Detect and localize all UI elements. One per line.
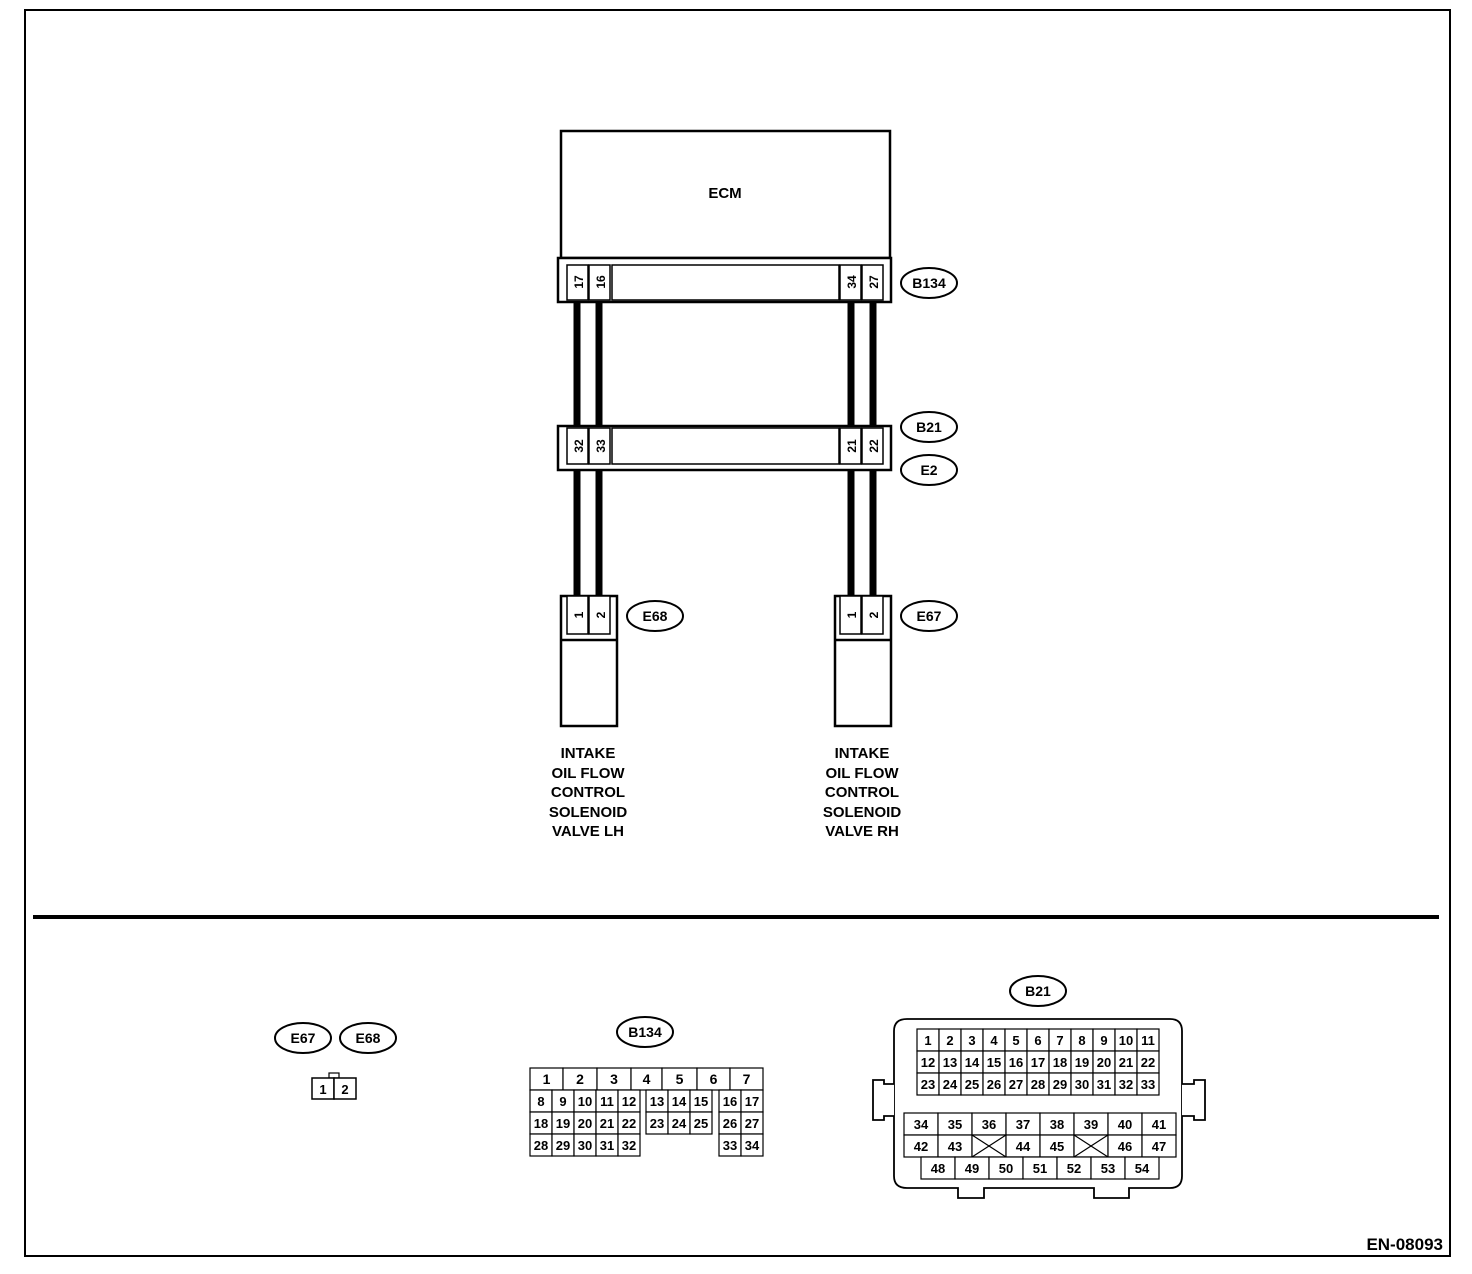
- b21-pin-number: 19: [1074, 1055, 1090, 1070]
- b21-pin-number: 45: [1049, 1139, 1065, 1154]
- valve-rh-caption: [823, 745, 902, 840]
- b21-pin-number: 26: [986, 1077, 1002, 1092]
- b21-pin-number: 43: [947, 1139, 963, 1154]
- b21-pin-number: 48: [930, 1161, 946, 1176]
- b134-pin-label: 17: [572, 275, 586, 289]
- connector-e2-tag: [901, 455, 957, 485]
- svg-text:SOLENOID: SOLENOID: [822, 804, 902, 821]
- svg-text:E2: E2: [920, 462, 938, 478]
- b21-pin-number: 6: [1034, 1033, 1042, 1048]
- b134-pin-number: 20: [577, 1116, 593, 1131]
- b21-view-label: B21: [1025, 983, 1051, 999]
- e67-e68-pin-number: 2: [341, 1082, 349, 1097]
- connector-b21-e2-strip: [558, 426, 891, 470]
- b21-pin-number: 10: [1118, 1033, 1134, 1048]
- b134-pin-number: 17: [744, 1094, 760, 1109]
- b21-pin-number: 25: [964, 1077, 980, 1092]
- b21-pin-number: 27: [1008, 1077, 1024, 1092]
- connector-b134-strip: [558, 258, 891, 302]
- e67-e68-pin-number: 1: [319, 1082, 327, 1097]
- b21-latch-right: [1182, 1080, 1205, 1120]
- connector-b134-tag: [901, 268, 957, 298]
- b134-pin-number: 21: [599, 1116, 615, 1131]
- e67-pin-label: 1: [845, 611, 859, 619]
- svg-text:OIL FLOW: OIL FLOW: [825, 765, 899, 782]
- b134-pin-number: 7: [742, 1071, 751, 1087]
- b21-connector-view: [873, 976, 1205, 1198]
- b21-pin-number: 13: [942, 1055, 958, 1070]
- b21-pin-number: 21: [1118, 1055, 1134, 1070]
- connector-b21-tag: [901, 412, 957, 442]
- svg-text:E67: E67: [916, 608, 942, 624]
- b21-pin-number: 51: [1032, 1161, 1048, 1176]
- e68-view-label: E68: [355, 1030, 381, 1046]
- b21-pin-number: 38: [1049, 1117, 1065, 1132]
- b134-pin-number: 24: [671, 1116, 687, 1131]
- b21-pin-label: 33: [594, 439, 608, 453]
- b134-pin-number: 30: [577, 1138, 593, 1153]
- b134-pin-number: 8: [537, 1094, 545, 1109]
- valve-lh-caption: [549, 745, 628, 840]
- b21-pin-number: 41: [1151, 1117, 1167, 1132]
- b134-pin-number: 13: [649, 1094, 665, 1109]
- e68-pin-label: 1: [572, 611, 586, 619]
- svg-text:E68: E68: [642, 608, 668, 624]
- b134-pin-label: 34: [845, 275, 859, 289]
- b134-pin-number: 28: [533, 1138, 549, 1153]
- b21-pin-number: 11: [1141, 1033, 1155, 1048]
- b21-pin-number: 12: [920, 1055, 936, 1070]
- b134-pin-number: 3: [610, 1071, 618, 1087]
- b134-pin-number: 9: [559, 1094, 567, 1109]
- b21-pin-number: 30: [1074, 1077, 1090, 1092]
- b21-pin-number: 49: [964, 1161, 980, 1176]
- b134-pin-number: 4: [642, 1071, 651, 1087]
- b134-view-label: B134: [628, 1024, 662, 1040]
- b21-pin-number: 42: [913, 1139, 929, 1154]
- svg-text:OIL FLOW: OIL FLOW: [551, 765, 625, 782]
- b134-pin-number: 2: [576, 1071, 584, 1087]
- valve-lh-block: [561, 596, 617, 726]
- svg-text:INTAKE: INTAKE: [834, 745, 890, 762]
- svg-text:B134: B134: [912, 275, 946, 291]
- b21-pin-number: 32: [1118, 1077, 1134, 1092]
- b21-pin-number: 44: [1015, 1139, 1031, 1154]
- b134-pin-number: 19: [555, 1116, 571, 1131]
- svg-text:SOLENOID: SOLENOID: [548, 804, 628, 821]
- b21-pin-number: 31: [1096, 1077, 1112, 1092]
- e67-view-label: E67: [290, 1030, 316, 1046]
- b134-pin-number: 12: [621, 1094, 637, 1109]
- b21-pin-number: 2: [946, 1033, 954, 1048]
- svg-text:INTAKE: INTAKE: [560, 745, 616, 762]
- b21-pin-number: 52: [1066, 1161, 1082, 1176]
- b134-pin-number: 15: [693, 1094, 709, 1109]
- b21-pin-number: 3: [968, 1033, 976, 1048]
- b21-pin-number: 53: [1100, 1161, 1116, 1176]
- b134-pin-number: 27: [744, 1116, 760, 1131]
- b134-pin-number: 11: [600, 1094, 614, 1109]
- connector-e67-tag: [901, 601, 957, 631]
- b134-pin-number: 1: [542, 1071, 551, 1087]
- wire-bundle-lower: [577, 470, 873, 596]
- b21-pin-number: 8: [1078, 1033, 1086, 1048]
- wire-bundle-upper: [577, 302, 873, 426]
- b21-pin-number: 37: [1015, 1117, 1031, 1132]
- b134-pin-label: 27: [867, 275, 881, 289]
- b21-pin-number: 28: [1030, 1077, 1046, 1092]
- ecm-label: ECM: [708, 185, 742, 202]
- b21-pin-number: 54: [1134, 1161, 1150, 1176]
- b21-pin-number: 46: [1117, 1139, 1133, 1154]
- b21-pin-number: 7: [1056, 1033, 1064, 1048]
- b21-pin-number: 29: [1052, 1077, 1068, 1092]
- e68-pin-label: 2: [594, 611, 608, 619]
- b134-pin-number: 14: [671, 1094, 687, 1109]
- b21-pin-number: 1: [924, 1033, 932, 1048]
- b134-pin-number: 6: [709, 1071, 718, 1087]
- b21-pin-number: 20: [1096, 1055, 1112, 1070]
- svg-text:VALVE LH: VALVE LH: [552, 823, 624, 840]
- b21-pin-number: 5: [1012, 1033, 1020, 1048]
- b21-pin-number: 47: [1151, 1139, 1167, 1154]
- b134-pin-number: 23: [649, 1116, 665, 1131]
- b21-pin-number: 40: [1117, 1117, 1133, 1132]
- b21-pin-number: 16: [1008, 1055, 1024, 1070]
- b21-pin-label: 22: [867, 439, 881, 453]
- b134-pin-number: 32: [621, 1138, 637, 1153]
- b134-pin-label: 16: [594, 275, 608, 289]
- b134-pin-number: 25: [693, 1116, 709, 1131]
- b21-pin-number: 39: [1083, 1117, 1099, 1132]
- e67-e68-connector-view: [275, 1023, 396, 1099]
- e67-pin-label: 2: [867, 611, 881, 619]
- svg-text:VALVE RH: VALVE RH: [825, 823, 899, 840]
- b21-pin-number: 33: [1140, 1077, 1156, 1092]
- b134-pin-number: 10: [577, 1094, 593, 1109]
- b21-pin-number: 50: [998, 1161, 1014, 1176]
- b21-pin-number: 4: [990, 1033, 998, 1048]
- figure-id: EN-08093: [1366, 1235, 1443, 1254]
- b21-pin-number: 35: [947, 1117, 963, 1132]
- b21-pin-label: 21: [845, 439, 859, 453]
- b134-pin-number: 22: [621, 1116, 637, 1131]
- b21-pin-number: 34: [913, 1117, 929, 1132]
- svg-text:B21: B21: [916, 419, 942, 435]
- b21-pin-number: 23: [920, 1077, 936, 1092]
- b134-pin-number: 26: [722, 1116, 738, 1131]
- b21-pin-number: 15: [986, 1055, 1002, 1070]
- ecm-block: [561, 131, 890, 258]
- b134-pin-grid: [530, 1068, 763, 1156]
- b134-pin-number: 16: [722, 1094, 738, 1109]
- b21-pin-number: 22: [1140, 1055, 1156, 1070]
- b134-connector-view: [530, 1017, 763, 1156]
- b134-pin-number: 31: [599, 1138, 615, 1153]
- b134-pin-number: 5: [675, 1071, 684, 1087]
- b21-latch-left: [873, 1080, 894, 1120]
- b21-pin-number: 14: [964, 1055, 980, 1070]
- b21-pin-number: 36: [981, 1117, 997, 1132]
- b21-pin-number: 17: [1030, 1055, 1046, 1070]
- b134-pin-number: 33: [722, 1138, 738, 1153]
- valve-rh-block: [835, 596, 891, 726]
- b21-pin-number: 24: [942, 1077, 958, 1092]
- b134-pin-number: 34: [744, 1138, 760, 1153]
- b21-pin-label: 32: [572, 439, 586, 453]
- b21-pin-number: 9: [1100, 1033, 1108, 1048]
- connector-e68-tag: [627, 601, 683, 631]
- b134-pin-number: 18: [533, 1116, 549, 1131]
- svg-text:CONTROL: CONTROL: [550, 784, 626, 801]
- b134-pin-number: 29: [555, 1138, 571, 1153]
- b21-pin-number: 18: [1052, 1055, 1068, 1070]
- svg-text:CONTROL: CONTROL: [824, 784, 900, 801]
